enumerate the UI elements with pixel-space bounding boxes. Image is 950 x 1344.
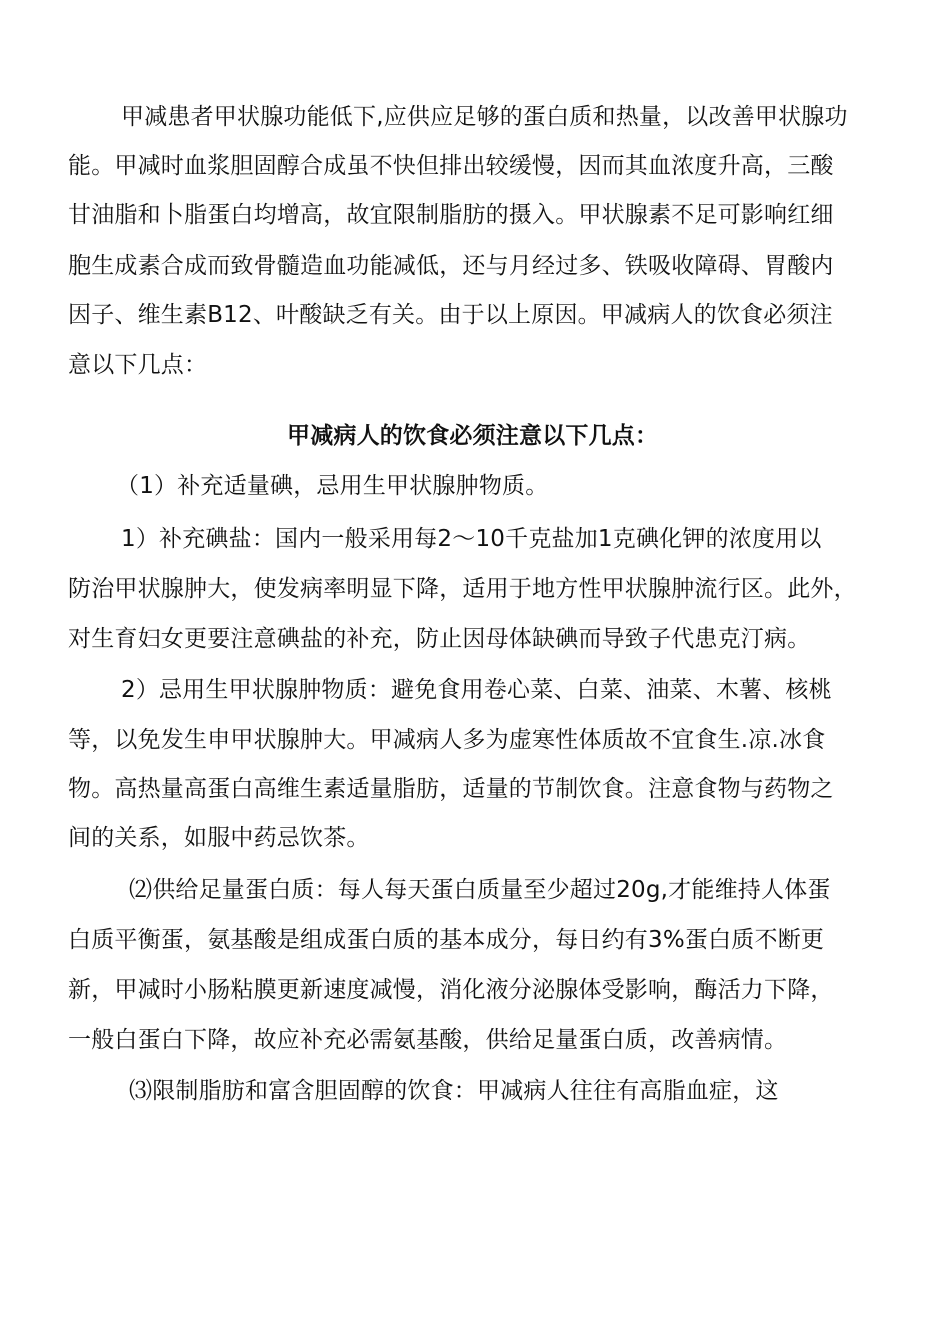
intro-line-1: 甲减患者甲状腺功能低下,应供应足够的蛋白质和热量，以改善甲状腺功 <box>121 104 848 130</box>
intro-line-2: 能。甲减时血浆胆固醇合成虽不快但排出较缓慢，因而其血浓度升高，三酸 <box>68 153 834 179</box>
item2-line-4: 一般白蛋白下降，故应补充必需氨基酸，供给足量蛋白质，改善病情。 <box>68 1027 788 1053</box>
intro-line-6: 意以下几点： <box>68 352 208 378</box>
item1-title: （1）补充适量碘，忌用生甲状腺肿物质。 <box>116 473 549 499</box>
item2-line-1: ⑵供给足量蛋白质：每人每天蛋白质量至少超过20g,才能维持人体蛋 <box>129 877 831 903</box>
item1-sub2-line-1: 2）忌用生甲状腺肿物质：避免食用卷心菜、白菜、油菜、木薯、核桃 <box>121 677 832 703</box>
item3-line-1: ⑶限制脂肪和富含胆固醇的饮食：甲减病人往往有高脂血症，这 <box>129 1078 779 1104</box>
item1-sub2-line-4: 间的关系，如服中药忌饮茶。 <box>68 825 370 851</box>
intro-line-5: 因子、维生素B12、叶酸缺乏有关。由于以上原因。甲减病人的饮食必须注 <box>68 302 833 328</box>
item2-line-3: 新，甲减时小肠粘膜更新速度减慢，消化液分泌腺体受影响，酶活力下降， <box>68 977 834 1003</box>
section-heading: 甲减病人的饮食必须注意以下几点： <box>287 423 659 449</box>
intro-line-3: 甘油脂和卜脂蛋白均增高，故宜限制脂肪的摄入。甲状腺素不足可影响红细 <box>68 202 834 228</box>
item1-sub1-line-1: 1）补充碘盐：国内一般采用每2〜10千克盐加1克碘化钾的浓度用以 <box>121 526 822 552</box>
item2-line-2: 白质平衡蛋，氨基酸是组成蛋白质的基本成分，每日约有3%蛋白质不断更 <box>68 927 825 953</box>
item1-sub1-line-2: 防治甲状腺肿大，使发病率明显下降，适用于地方性甲状腺肿流行区。此外， <box>68 576 857 602</box>
item1-sub2-line-3: 物。高热量高蛋白高维生素适量脂肪，适量的节制饮食。注意食物与药物之 <box>68 776 834 802</box>
item1-sub2-line-2: 等，以免发生申甲状腺肿大。甲减病人多为虚寒性体质故不宜食生.凉.冰食 <box>68 727 826 753</box>
item1-sub1-line-3: 对生育妇女更要注意碘盐的补充，防止因母体缺碘而导致子代患克汀病。 <box>68 626 811 652</box>
intro-line-4: 胞生成素合成而致骨髓造血功能减低，还与月经过多、铁吸收障碍、胃酸内 <box>68 253 834 279</box>
